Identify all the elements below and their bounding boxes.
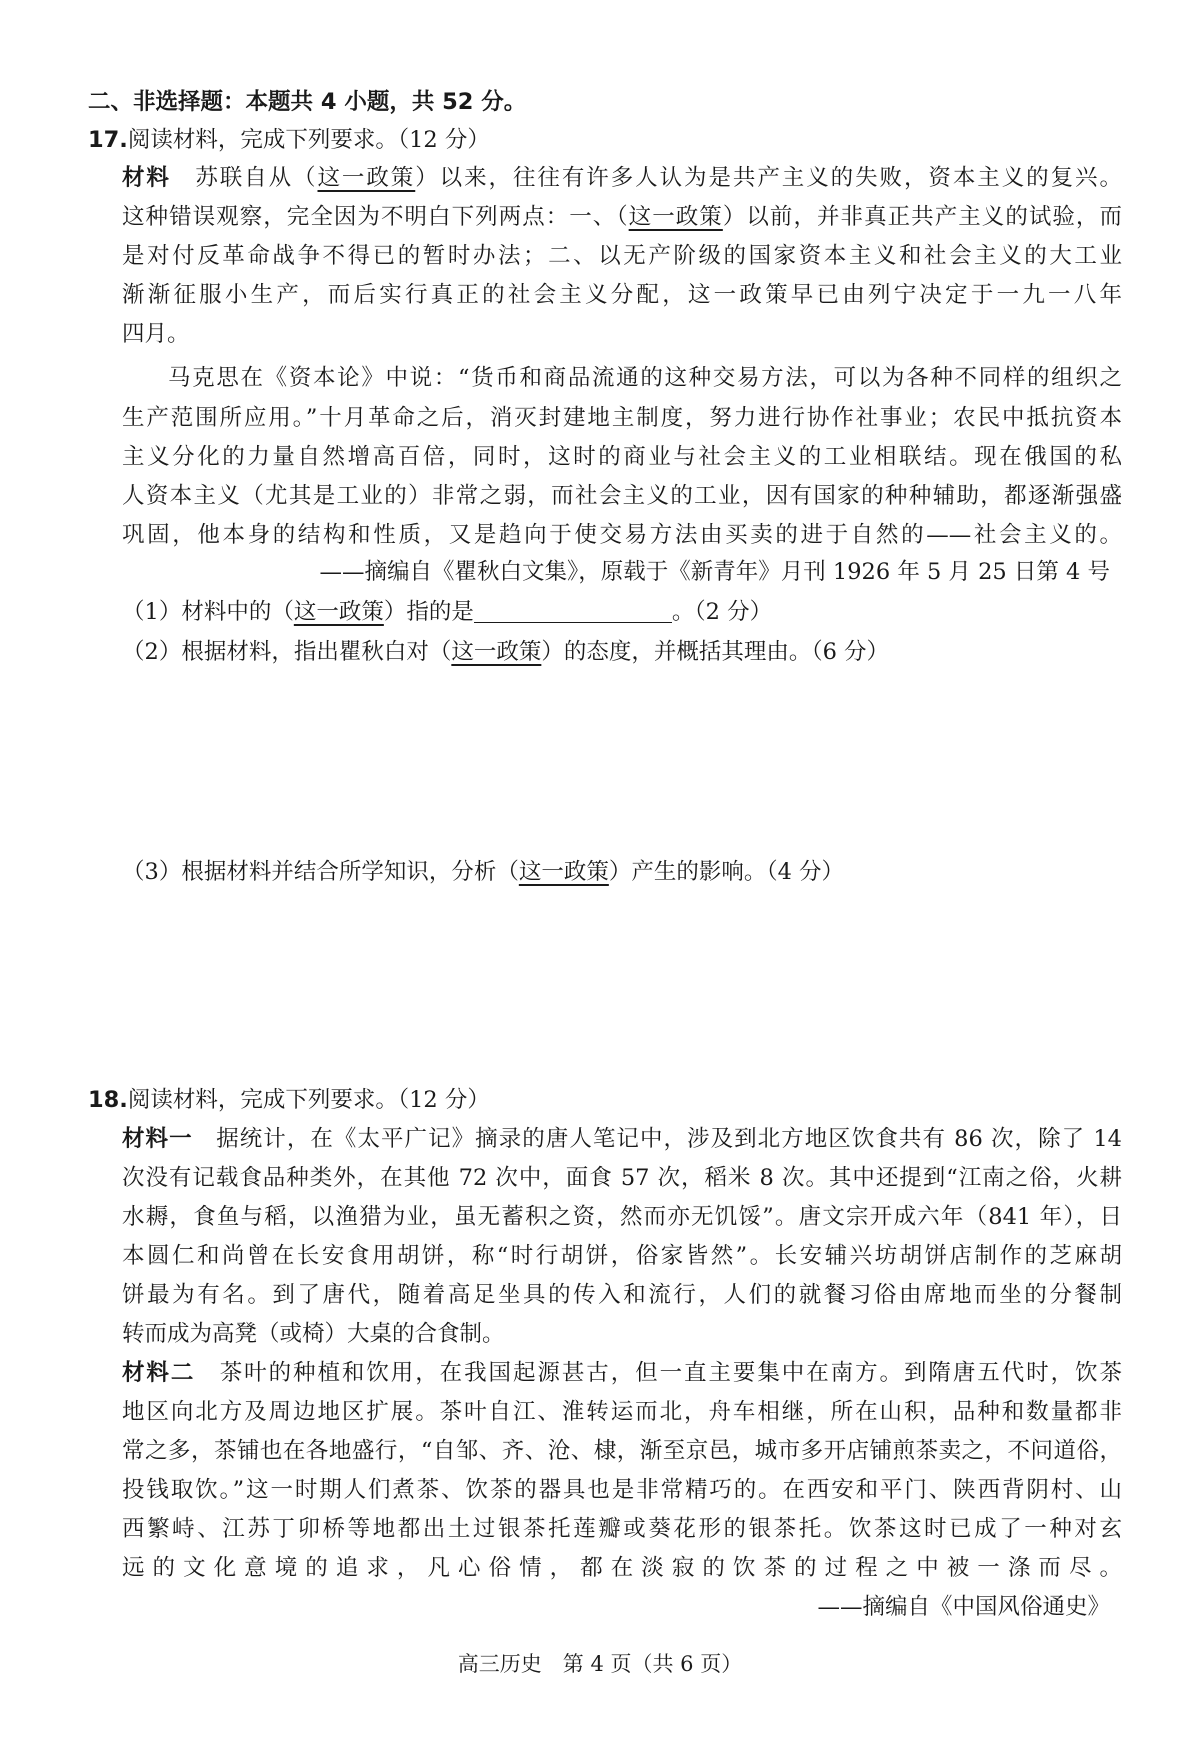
q17-material-line: 渐渐征服小生产，而后实行真正的社会主义分配，这一政策早已由列宁决定于一九一八年	[122, 282, 1122, 308]
policy-underlined: 这一政策	[451, 639, 542, 665]
q17-material-label: 材料	[122, 165, 171, 191]
q18-material-line: 水耨，食鱼与稻，以渔猎为业，虽无蓄积之资，然而亦无饥馁”。唐文宗开成六年（841 年），日	[122, 1204, 1122, 1230]
q17-material-line: 四月。	[122, 321, 190, 347]
q18-material-line: 西繁峙、江苏丁卯桥等地都出土过银茶托莲瓣或葵花形的银茶托。饮茶这时已成了一种对玄	[122, 1516, 1122, 1542]
q17-material-line: 巩固，他本身的结构和性质，又是趋向于使交易方法由买卖的进于自然的——社会主义的。	[122, 522, 1122, 548]
q18-material-line: 材料二 茶叶的种植和饮用，在我国起源甚古，但一直主要集中在南方。到隋唐五代时，饮茶	[122, 1360, 1122, 1386]
q17-number: 17.	[88, 127, 128, 153]
q18-material-line: 常之多，茶铺也在各地盛行，“自邹、齐、沧、棣，渐至京邑，城市多开店铺煎茶卖之，不问道俗，	[122, 1438, 1122, 1464]
q17-sub3: （3）根据材料并结合所学知识，分析（这一政策）产生的影响。（4 分）	[122, 859, 845, 885]
answer-blank[interactable]	[474, 596, 672, 623]
q18-material-line: 远的文化意境的追求，凡心俗情，都在淡寂的饮茶的过程之中被一涤而尽。	[122, 1555, 1122, 1581]
q17-source: ——摘编自《瞿秋白文集》，原载于《新青年》月刊 1926 年 5 月 25 日第 4 号	[319, 559, 1110, 585]
q18-material-line: 地区向北方及周边地区扩展。茶叶自江、淮转运而北，舟车相继，所在山积，品种和数量都非	[122, 1399, 1122, 1425]
q17-material-line: 主义分化的力量自然增高百倍，同时，这时的商业与社会主义的工业相联结。现在俄国的私	[122, 444, 1122, 470]
q17-sub1: （1）材料中的（这一政策）指的是 。（2 分）	[122, 592, 772, 632]
policy-underlined: 这一政策	[628, 204, 723, 230]
q18-material-line: 饼最为有名。到了唐代，随着高足坐具的传入和流行，人们的就餐习俗由席地而坐的分餐制	[122, 1282, 1122, 1308]
q17-material-line: 生产范围所应用。”十月革命之后，消灭封建地主制度，努力进行协作社事业；农民中抵抗资本	[122, 405, 1122, 431]
q18-material-line: 材料一 据统计，在《太平广记》摘录的唐人笔记中，涉及到北方地区饮食共有 86 次，除了 14	[122, 1126, 1122, 1152]
q17-material-line: 人资本主义（尤其是工业的）非常之弱，而社会主义的工业，因有国家的种种辅助，都逐渐强盛	[122, 483, 1122, 509]
q18-material2-label: 材料二	[122, 1360, 196, 1386]
q17-sub2: （2）根据材料，指出瞿秋白对（这一政策）的态度，并概括其理由。（6 分）	[122, 639, 890, 665]
page-footer: 高三历史 第 4 页（共 6 页）	[457, 1652, 743, 1676]
q17-title	[88, 120, 490, 160]
q18-title	[88, 1080, 490, 1120]
q17-prompt: 阅读材料，完成下列要求。（12 分）	[127, 127, 490, 153]
q17-material-line: 是对付反革命战争不得已的暂时办法；二、以无产阶级的国家资本主义和社会主义的大工业	[122, 243, 1122, 269]
policy-underlined: 这一政策	[317, 165, 416, 191]
section-heading: 二、非选择题：本题共 4 小题，共 52 分。	[88, 89, 527, 115]
policy-underlined: 这一政策	[518, 859, 609, 885]
q18-material-line: 投钱取饮。”这一时期人们煮茶、饮茶的器具也是非常精巧的。在西安和平门、陕西背阴村、山	[122, 1477, 1122, 1503]
q18-material-line: 转而成为高凳（或椅）大桌的合食制。	[122, 1321, 505, 1347]
q18-number: 18.	[88, 1087, 128, 1113]
q18-prompt: 阅读材料，完成下列要求。（12 分）	[127, 1087, 490, 1113]
q18-material-line: 本圆仁和尚曾在长安食用胡饼，称“时行胡饼，俗家皆然”。长安辅兴坊胡饼店制作的芝麻胡	[122, 1243, 1122, 1269]
q17-material-line: 这种错误观察，完全因为不明白下列两点：一、（这一政策）以前，并非真正共产主义的试验，而	[122, 204, 1122, 230]
q18-material-line: 次没有记载食品种类外，在其他 72 次中，面食 57 次，稻米 8 次。其中还提到“江南之俗，火耕	[122, 1165, 1122, 1191]
q18-source: ——摘编自《中国风俗通史》	[817, 1594, 1110, 1620]
policy-underlined: 这一政策	[293, 599, 384, 625]
q18-material1-label: 材料一	[122, 1126, 193, 1152]
q17-material-line: 材料 苏联自从（这一政策）以来，往往有许多人认为是共产主义的失败，资本主义的复兴。	[122, 165, 1122, 191]
q17-material-line: 马克思在《资本论》中说：“货币和商品流通的这种交易方法，可以为各种不同样的组织之	[168, 365, 1122, 391]
